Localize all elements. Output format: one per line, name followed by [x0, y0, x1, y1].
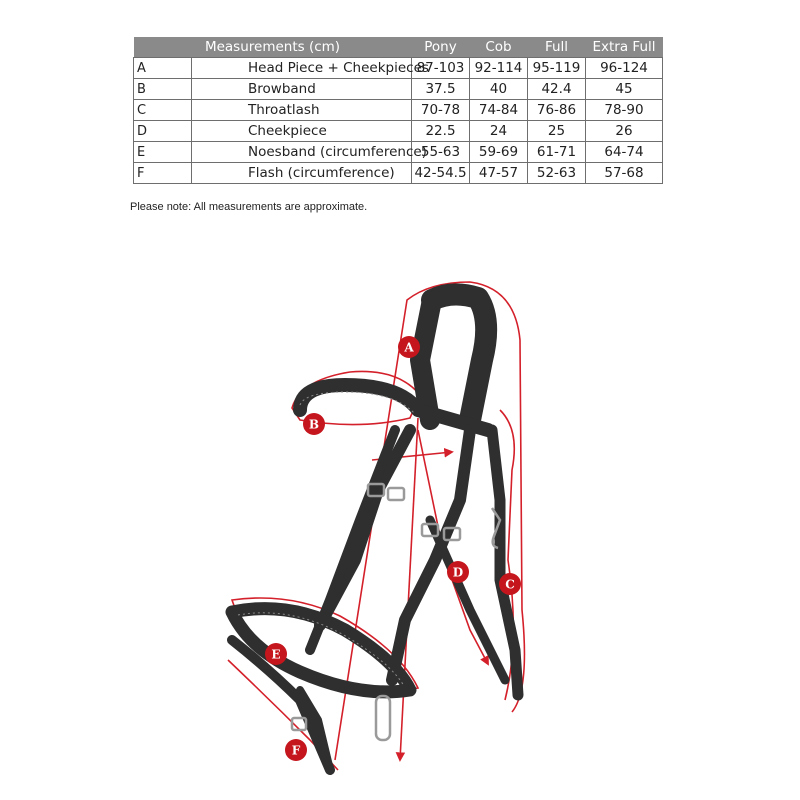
measurements-table [133, 37, 663, 184]
cell-extra-full: 57-68 [586, 163, 663, 184]
header-pony: Pony [412, 37, 470, 58]
approximate-note: Please note: All measurements are approximate. [130, 201, 368, 213]
svg-text:E: E [271, 647, 281, 662]
row-letter: E [134, 142, 192, 163]
cell-cob: 92-114 [470, 58, 528, 79]
cell-cob: 74-84 [470, 100, 528, 121]
badge-e [265, 643, 287, 665]
cell-extra-full: 26 [586, 121, 663, 142]
svg-text:B: B [308, 417, 320, 432]
cell-full: 42.4 [528, 79, 586, 100]
table-row [134, 100, 663, 121]
crown-left [420, 300, 432, 420]
cell-pony: 70-78 [412, 100, 470, 121]
clip-icon [376, 696, 390, 740]
row-label: Throatlash [192, 100, 412, 121]
header-full: Full [528, 37, 586, 58]
badge-c [499, 573, 521, 595]
cell-pony: 37.5 [412, 79, 470, 100]
cell-cob: 24 [470, 121, 528, 142]
bridle-diagram [0, 230, 800, 800]
badge-f [285, 739, 307, 761]
cell-cob: 59-69 [470, 142, 528, 163]
badge-b [303, 413, 325, 435]
bridle-leather [232, 294, 518, 770]
svg-text:A: A [404, 340, 414, 355]
cell-full: 25 [528, 121, 586, 142]
svg-text:D: D [452, 565, 464, 580]
cell-extra-full: 64-74 [586, 142, 663, 163]
row-letter: F [134, 163, 192, 184]
table-row [134, 163, 663, 184]
row-label: Noesband (circumference) [192, 142, 412, 163]
table-row [134, 121, 663, 142]
cell-cob: 47-57 [470, 163, 528, 184]
row-label: Cheekpiece [192, 121, 412, 142]
row-label: Flash (circumference) [192, 163, 412, 184]
badge-a [398, 336, 420, 358]
row-letter: D [134, 121, 192, 142]
cell-pony: 42-54.5 [412, 163, 470, 184]
cell-extra-full: 96-124 [586, 58, 663, 79]
cell-full: 61-71 [528, 142, 586, 163]
header-extra-full: Extra Full [586, 37, 663, 58]
row-letter: A [134, 58, 192, 79]
svg-text:C: C [505, 577, 515, 592]
buckle-icon [388, 488, 404, 500]
table-row [134, 58, 663, 79]
cheekpiece-right [392, 430, 470, 680]
cell-full: 52-63 [528, 163, 586, 184]
cell-full: 95-119 [528, 58, 586, 79]
noseband [232, 609, 410, 692]
svg-text:F: F [291, 743, 301, 758]
row-letter: B [134, 79, 192, 100]
badge-d [447, 561, 469, 583]
cell-extra-full: 45 [586, 79, 663, 100]
table-header-row [134, 37, 663, 58]
cell-pony: 22.5 [412, 121, 470, 142]
crown-piece [432, 294, 486, 420]
row-label: Browband [192, 79, 412, 100]
cell-full: 76-86 [528, 100, 586, 121]
cell-pony: 55-63 [412, 142, 470, 163]
row-label: Head Piece + Cheekpieces [192, 58, 412, 79]
header-cob: Cob [470, 37, 528, 58]
table-row [134, 79, 663, 100]
cell-extra-full: 78-90 [586, 100, 663, 121]
row-letter: C [134, 100, 192, 121]
cell-cob: 40 [470, 79, 528, 100]
cell-pony: 87-103 [412, 58, 470, 79]
table-row [134, 142, 663, 163]
header-measurements: Measurements (cm) [134, 37, 412, 58]
measurements-table-container [133, 37, 662, 184]
